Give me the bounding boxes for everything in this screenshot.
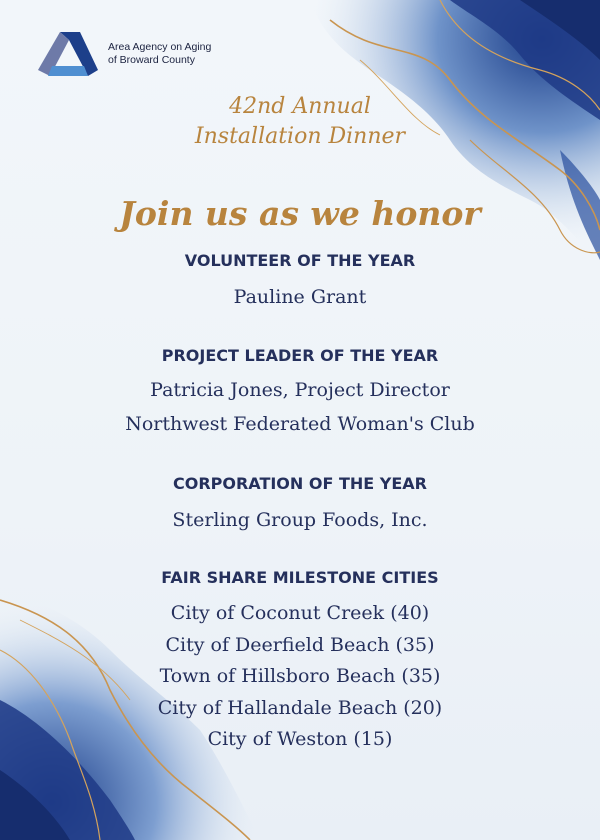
award-heading-corporation: CORPORATION OF THE YEAR: [172, 474, 427, 493]
award-heading-cities: FAIR SHARE MILESTONE CITIES: [161, 568, 439, 587]
city-item: City of Hallandale Beach (20): [157, 696, 443, 719]
cities-list: [0, 598, 600, 756]
award-name-project-leader: Patricia Jones, Project Director: [150, 379, 450, 401]
org-logo: [36, 30, 211, 78]
award-name-volunteer: Pauline Grant: [233, 286, 367, 308]
city-item: City of Coconut Creek (40): [170, 602, 430, 624]
award-org-project-leader: Northwest Federated Woman's Club: [125, 413, 475, 435]
event-title-line2: Installation Dinner: [194, 124, 406, 149]
honor-heading: Join us as we honor: [119, 194, 481, 233]
org-name: [108, 41, 211, 67]
event-title: [0, 92, 600, 152]
award-name-corporation: Sterling Group Foods, Inc.: [172, 509, 428, 531]
city-item: Town of Hillsboro Beach (35): [159, 665, 441, 687]
org-name-line1: Area Agency on Aging: [108, 41, 212, 53]
award-heading-project-leader: PROJECT LEADER OF THE YEAR: [161, 346, 439, 365]
award-heading-volunteer: VOLUNTEER OF THE YEAR: [184, 251, 416, 270]
triangle-logo-icon: [36, 30, 100, 78]
city-item: City of Weston (15): [207, 728, 393, 750]
city-item: City of Deerfield Beach (35): [165, 633, 435, 656]
org-name-line2: of Broward County: [108, 54, 195, 66]
event-title-line1: 42nd Annual: [229, 94, 371, 119]
